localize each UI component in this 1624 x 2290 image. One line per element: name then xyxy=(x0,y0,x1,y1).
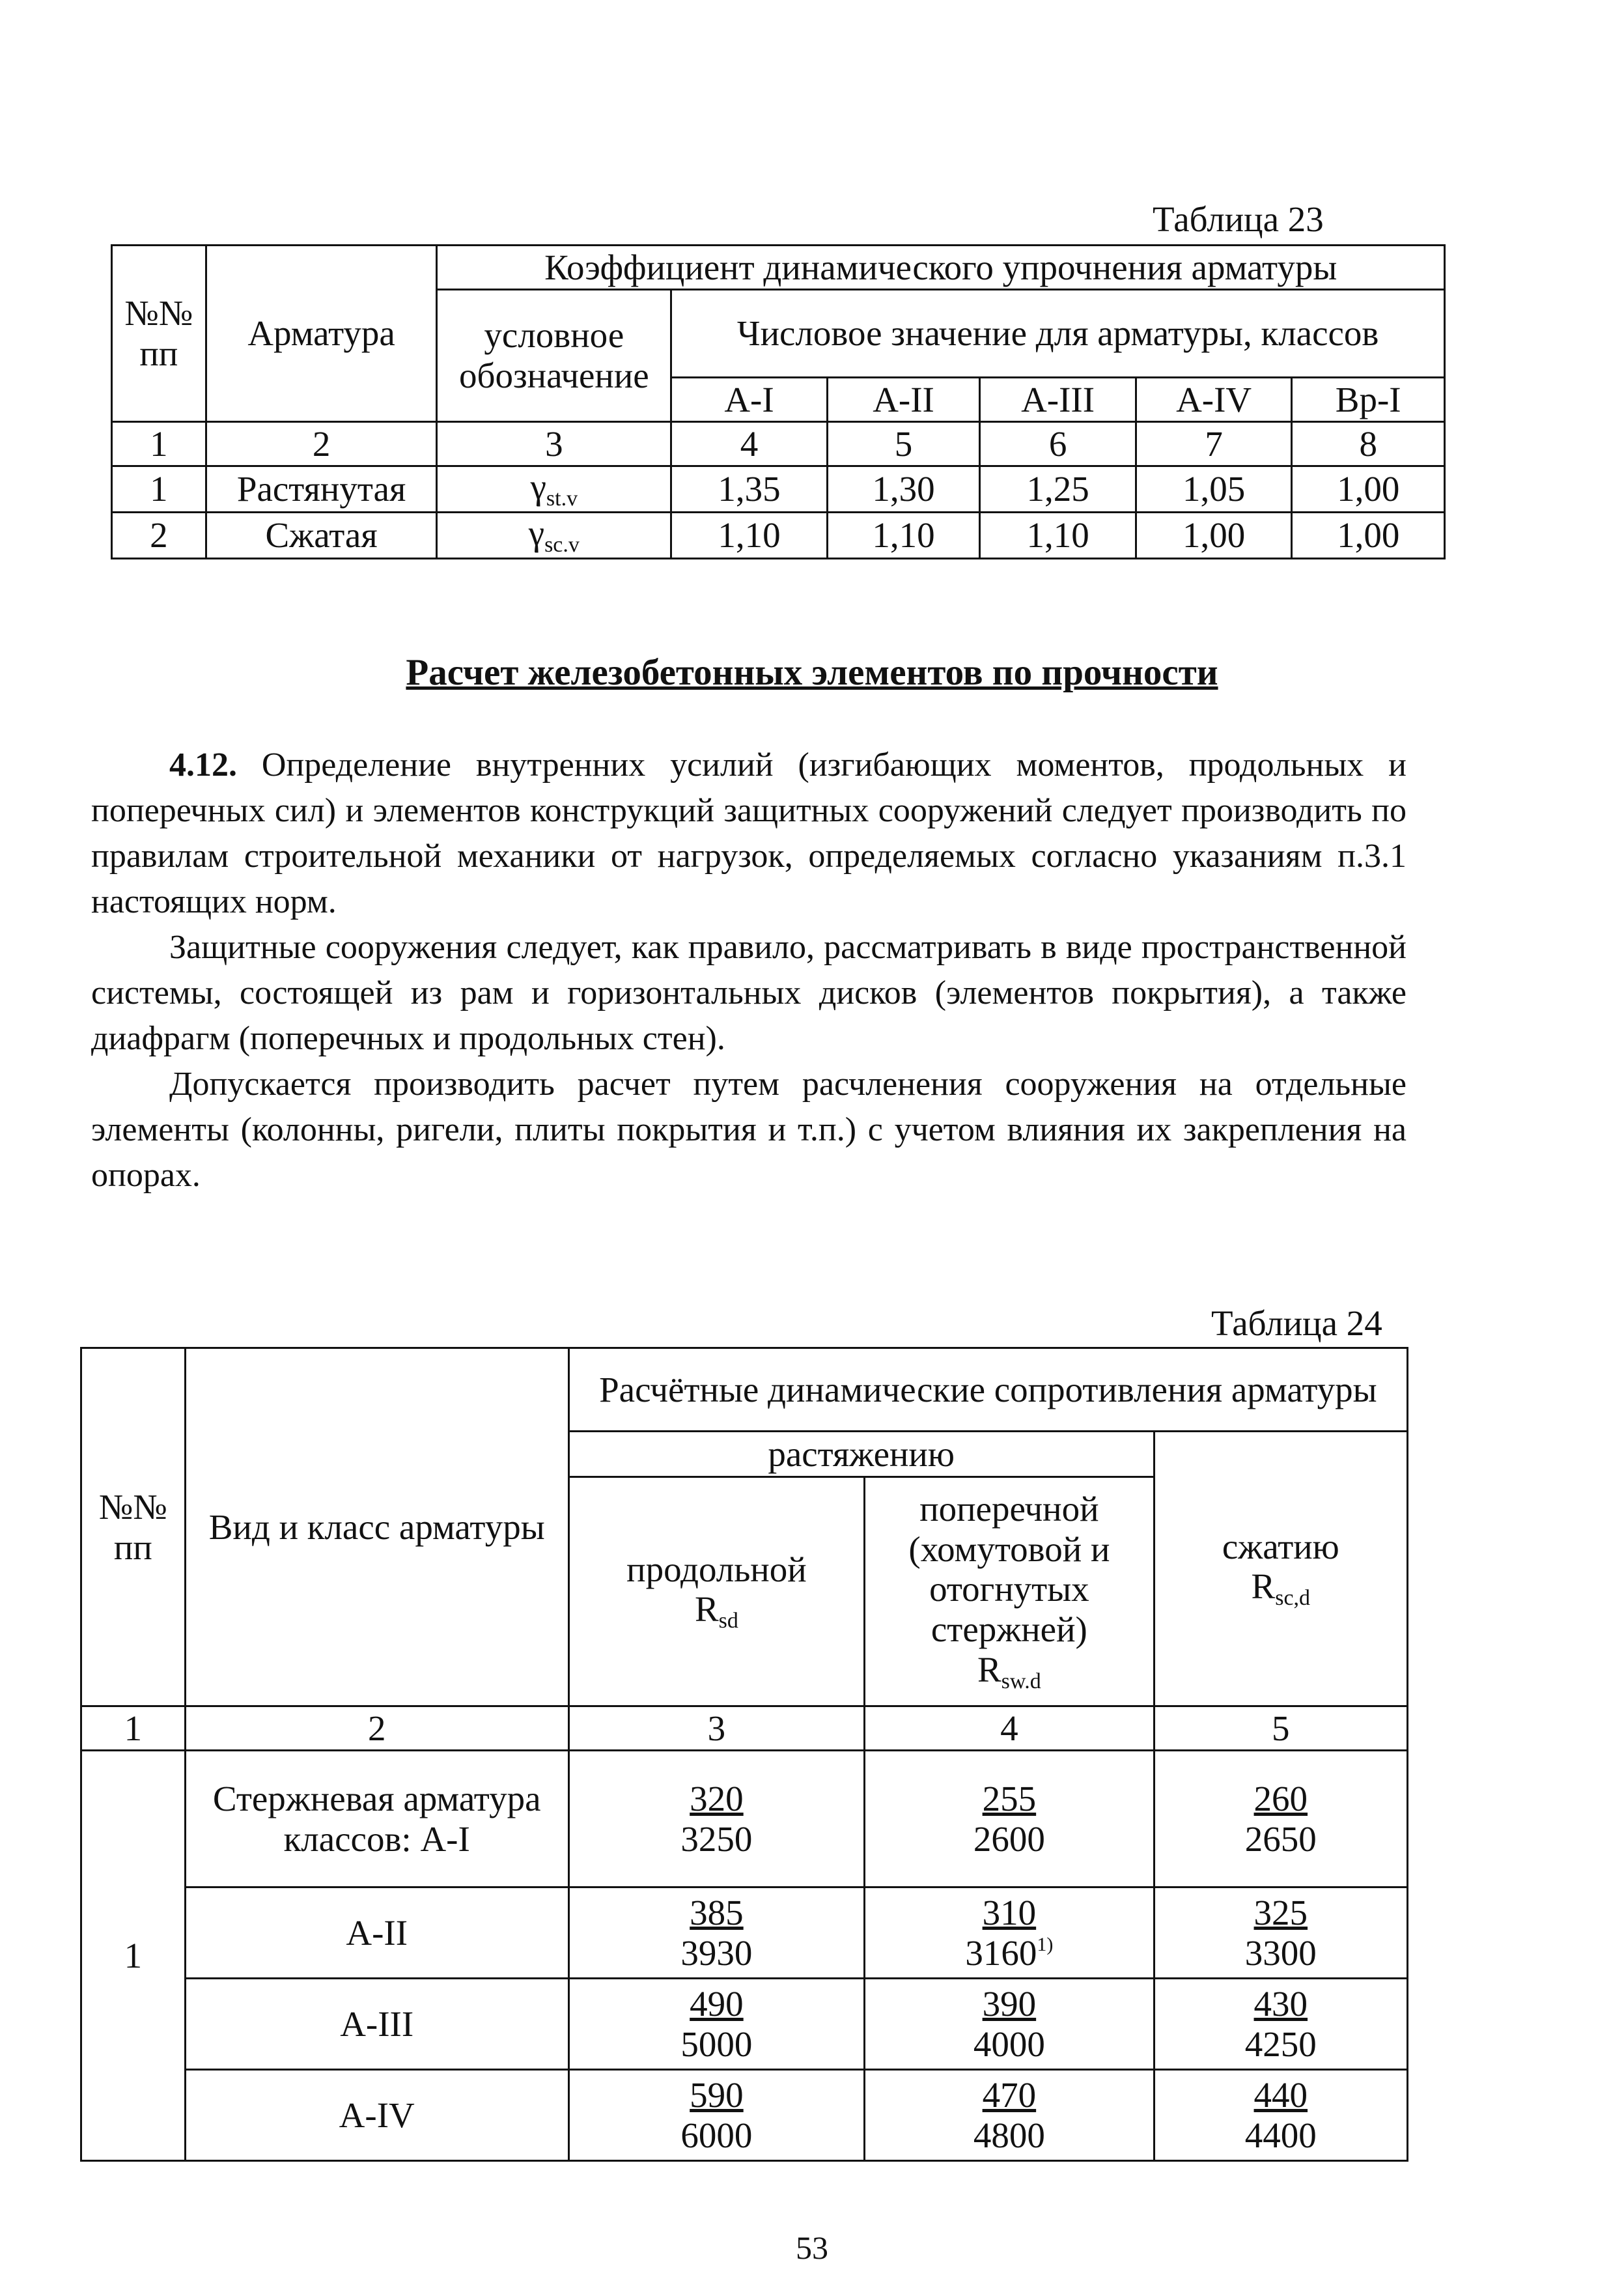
t23-class: Вр-I xyxy=(1292,378,1445,422)
t23-value: 1,10 xyxy=(827,513,980,559)
value-bottom: 2600 xyxy=(973,1818,1045,1859)
t24-colnum: 2 xyxy=(185,1706,568,1751)
t24-row-name: А-II xyxy=(185,1887,568,1979)
symbol-subscript: sc,d xyxy=(1275,1586,1311,1611)
t23-row-name: Сжатая xyxy=(206,513,437,559)
t23-value: 1,05 xyxy=(1136,466,1292,513)
t23-header-num: №№ пп xyxy=(112,246,206,422)
t23-colnum: 3 xyxy=(437,422,671,466)
value-top: 320 xyxy=(690,1778,744,1818)
t24-cell xyxy=(1154,1887,1407,1979)
t23-colnum: 5 xyxy=(827,422,980,466)
paragraph-2: Защитные сооружения следует, как правило, рассматривать в виде пространственной системы, состоящей из рам и горизонтальных дисков (элементов покрытия), а также диафрагм (поперечных и продольных стен). xyxy=(91,929,1407,1057)
t24-row-name: А-IV xyxy=(185,2070,568,2161)
gamma-symbol: γ xyxy=(530,467,546,507)
table-23-caption: Таблица 23 xyxy=(1153,199,1324,239)
table-23 xyxy=(111,244,1446,559)
value-top: 430 xyxy=(1253,1983,1308,2024)
t24-header-longitudinal xyxy=(568,1477,864,1706)
value-bottom: 4000 xyxy=(973,2024,1045,2064)
t23-class: А-IV xyxy=(1136,378,1292,422)
t23-row-symbol xyxy=(437,513,671,559)
value-top: 440 xyxy=(1253,2074,1308,2115)
table-row xyxy=(81,1751,1408,1887)
t24-cell xyxy=(568,1887,864,1979)
t24-cell xyxy=(1154,1751,1407,1887)
t23-value: 1,35 xyxy=(671,466,828,513)
t23-value: 1,00 xyxy=(1136,513,1292,559)
t23-class: А-I xyxy=(671,378,828,422)
t24-colnum: 3 xyxy=(568,1706,864,1751)
t23-colnum: 2 xyxy=(206,422,437,466)
r-symbol: R xyxy=(694,1589,719,1630)
value-bottom: 4250 xyxy=(1244,2024,1317,2064)
t24-colnum-row xyxy=(81,1706,1408,1751)
page-number: 53 xyxy=(796,2229,828,2266)
value-top: 325 xyxy=(1253,1892,1308,1932)
t23-class: А-II xyxy=(827,378,980,422)
r-symbol: R xyxy=(1251,1566,1276,1607)
t24-colnum: 5 xyxy=(1154,1706,1407,1751)
value-top: 385 xyxy=(690,1892,744,1932)
value-bottom: 4400 xyxy=(1244,2115,1317,2155)
value-top: 260 xyxy=(1253,1778,1308,1818)
t23-row-num: 2 xyxy=(112,513,206,559)
t23-value: 1,00 xyxy=(1292,466,1445,513)
t24-header-tension: растяжению xyxy=(568,1432,1154,1477)
symbol-subscript: sc.v xyxy=(544,533,580,558)
t24-header-kind: Вид и класс арматуры xyxy=(185,1348,568,1706)
gamma-symbol: γ xyxy=(528,513,545,554)
paragraph-3: Допускается производить расчет путем расчленения сооружения на отдельные элементы (колонны, ригели, плиты покрытия и т.п.) с учетом влияния их закрепления на опорах. xyxy=(91,1066,1407,1194)
table-row xyxy=(81,2070,1408,2161)
value-bottom: 6000 xyxy=(680,2115,753,2155)
t23-colnum: 8 xyxy=(1292,422,1445,466)
footnote-marker: 1) xyxy=(1037,1933,1054,1955)
value-bottom: 3300 xyxy=(1244,1932,1317,1973)
value-bottom: 4800 xyxy=(973,2115,1045,2155)
value-top: 470 xyxy=(982,2074,1037,2115)
t23-row-symbol xyxy=(437,466,671,513)
t23-header-symbol: условное обозначение xyxy=(437,290,671,422)
t24-header-compression xyxy=(1154,1432,1407,1706)
t23-value: 1,25 xyxy=(980,466,1136,513)
t23-colnum: 6 xyxy=(980,422,1136,466)
t24-cell xyxy=(1154,1979,1407,2070)
section-heading: Расчет железобетонных элементов по прочности xyxy=(406,652,1218,693)
t23-header-values-group: Числовое значение для арматуры, классов xyxy=(671,290,1445,378)
r-symbol: R xyxy=(977,1649,1001,1689)
t23-value: 1,00 xyxy=(1292,513,1445,559)
symbol-subscript: sd xyxy=(718,1609,738,1633)
t24-cell xyxy=(865,1887,1154,1979)
value-bottom: 5000 xyxy=(680,2024,753,2064)
value-top: 490 xyxy=(690,1983,744,2024)
t24-cell xyxy=(568,2070,864,2161)
value-bottom: 3160 xyxy=(965,1932,1037,1973)
table-24-caption: Таблица 24 xyxy=(1211,1303,1382,1343)
t24-row-name: А-III xyxy=(185,1979,568,2070)
t23-header-armatura: Арматура xyxy=(206,246,437,422)
table-row xyxy=(81,1887,1408,1979)
t24-cell xyxy=(568,1979,864,2070)
t24-colnum: 1 xyxy=(81,1706,186,1751)
t23-value: 1,30 xyxy=(827,466,980,513)
value-bottom: 3930 xyxy=(680,1932,753,1973)
value-top: 310 xyxy=(982,1892,1037,1932)
compression-label: сжатию xyxy=(1222,1526,1339,1566)
t23-value: 1,10 xyxy=(671,513,828,559)
t23-colnum-row xyxy=(112,422,1445,466)
t23-colnum: 4 xyxy=(671,422,828,466)
paragraph-number: 4.12. xyxy=(169,746,237,784)
table-row xyxy=(112,466,1445,513)
t24-cell xyxy=(1154,2070,1407,2161)
t23-colnum: 7 xyxy=(1136,422,1292,466)
t24-header-transverse xyxy=(865,1477,1154,1706)
t24-cell xyxy=(865,1751,1154,1887)
table-row xyxy=(112,513,1445,559)
table-24 xyxy=(80,1347,1408,2162)
t24-colnum: 4 xyxy=(865,1706,1154,1751)
t24-cell xyxy=(568,1751,864,1887)
t24-group-num: 1 xyxy=(81,1751,186,2161)
t23-class: А-III xyxy=(980,378,1136,422)
t23-row-num: 1 xyxy=(112,466,206,513)
t24-header-num: №№ пп xyxy=(81,1348,186,1706)
value-top: 255 xyxy=(982,1778,1037,1818)
t24-cell xyxy=(865,2070,1154,2161)
t23-header-group: Коэффициент динамического упрочнения арматуры xyxy=(437,246,1445,290)
paragraph-4-12 xyxy=(91,742,1407,925)
table-row xyxy=(81,1979,1408,2070)
t24-cell xyxy=(865,1979,1154,2070)
symbol-subscript: sw.d xyxy=(1001,1669,1041,1693)
t23-row-name: Растянутая xyxy=(206,466,437,513)
value-bottom: 2650 xyxy=(1244,1818,1317,1859)
transverse-label: поперечной (хомутовой и отогнутых стержней) xyxy=(908,1489,1110,1650)
t24-header-group: Расчётные динамические сопротивления арматуры xyxy=(568,1348,1407,1432)
t23-colnum: 1 xyxy=(112,422,206,466)
value-top: 590 xyxy=(690,2074,744,2115)
symbol-subscript: st.v xyxy=(546,487,578,511)
t24-row-name: Стержневая арматура классов: А-I xyxy=(185,1751,568,1887)
t23-value: 1,10 xyxy=(980,513,1136,559)
longitudinal-label: продольной xyxy=(626,1549,807,1589)
paragraph-text: Определение внутренних усилий (изгибающих моментов, продольных и поперечных сил) и элементов конструкций защитных сооружений следует производить по правилам строительной механики от нагрузок, определяемых согласно указаниям п.3.1 настоящих норм. xyxy=(91,746,1407,920)
value-top: 390 xyxy=(982,1983,1037,2024)
value-bottom: 3250 xyxy=(680,1818,753,1859)
